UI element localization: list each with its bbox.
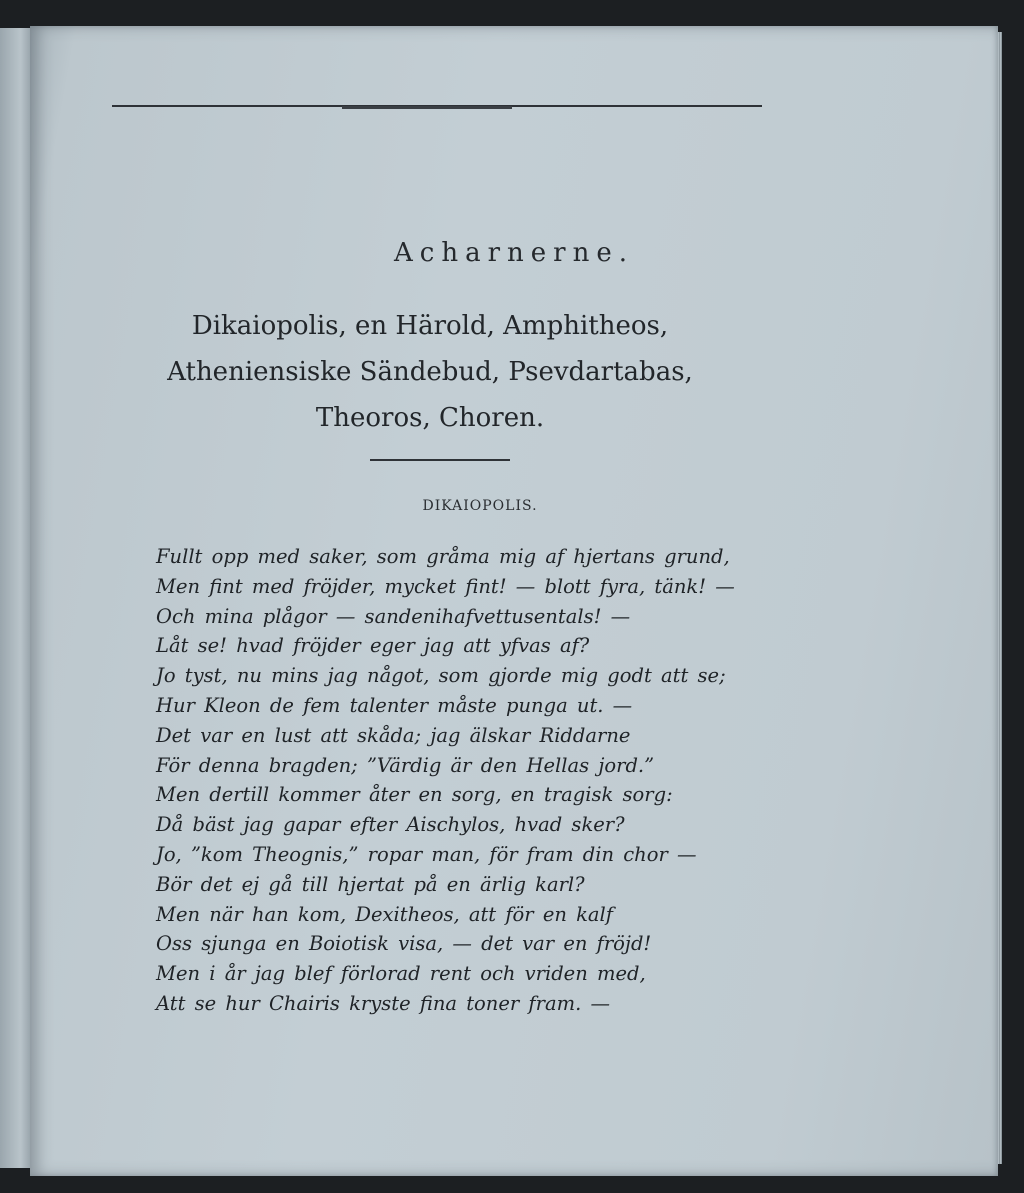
verse-line: För denna bragden; ”Värdig är den Hellas jord.”: [156, 753, 655, 777]
verse-line: Men i år jag blef förlorad rent och vriden med,: [156, 962, 646, 986]
verse-line: Hur Kleon de fem talenter måste punga ut. —: [156, 693, 633, 717]
facing-page-edge: [0, 28, 34, 1168]
persons-line: Theoros, Choren.: [315, 403, 545, 433]
verse-line: Jo, ”kom Theognis,” ropar man, för fram din chor —: [156, 842, 697, 866]
verse-line: Fullt opp med saker, som gråma mig af hjertans grund,: [156, 545, 730, 568]
header-rule: [112, 105, 762, 107]
verse-line: Men när han kom, Dexitheos, att för en kalf: [156, 902, 614, 926]
verse-line: Bör det ej gå till hjertat på en ärlig karl?: [156, 872, 585, 896]
persons-line: Atheniensiske Sändebud, Psevdartabas,: [167, 357, 693, 387]
verse-block: [156, 542, 796, 1019]
verse-line: Men fint med fröjder, mycket fint! — blott fyra, tänk! —: [156, 574, 735, 598]
section-rule: [370, 459, 510, 461]
verse-line: Det var en lust att skåda; jag älskar Riddarne: [156, 723, 631, 747]
book-page: [30, 26, 998, 1176]
verse-line: Men dertill kommer åter en sorg, en tragisk sorg:: [156, 783, 673, 807]
speaker-name: DIKAIOPOLIS.: [422, 498, 538, 514]
dramatis-personae: [150, 303, 710, 441]
verse-line: Jo tyst, nu mins jag något, som gjorde mig godt att se;: [156, 664, 726, 688]
play-title: Acharnerne.: [394, 238, 634, 268]
verse-line: Och mina plågor — sandenihafvettusentals! —: [156, 604, 631, 628]
persons-line: Dikaiopolis, en Härold, Amphitheos,: [191, 311, 669, 341]
verse-line: Att se hur Chairis kryste fina toner fram. —: [156, 991, 610, 1015]
verse-line: Låt se! hvad fröjder eger jag att yfvas af?: [156, 634, 590, 658]
verse-line: Oss sjunga en Boiotisk visa, — det var en fröjd!: [156, 932, 652, 956]
verse-line: Då bäst jag gapar efter Aischylos, hvad sker?: [156, 813, 625, 837]
